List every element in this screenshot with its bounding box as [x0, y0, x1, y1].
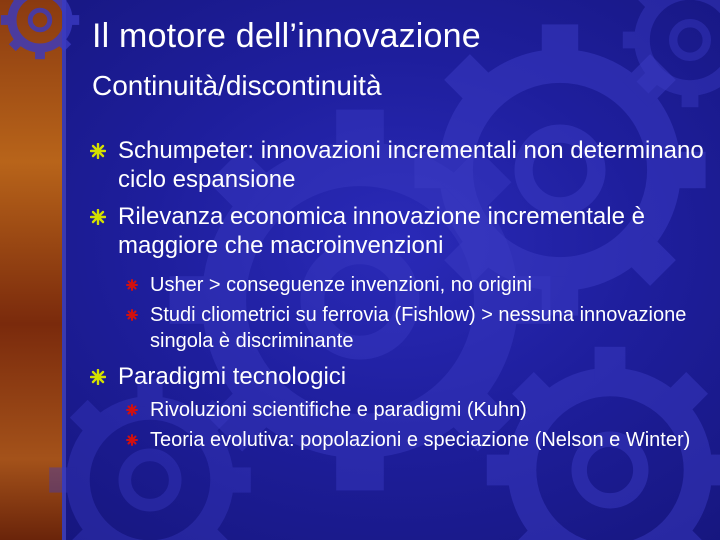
sub-bullet-studi-cliometrici: Studi cliometrici su ferrovia (Fishlow) > nessuna innovazione singola è discriminante	[150, 304, 687, 352]
sub-bullet-usher: Usher > conseguenze invenzioni, no origini	[150, 274, 532, 296]
asterisk-bullet-icon	[126, 279, 138, 291]
sub-bullet-teoria-evolutiva: Teoria evolutiva: popolazioni e speciazione (Nelson e Winter)	[150, 429, 691, 451]
asterisk-bullet-icon	[90, 209, 106, 225]
slide-subtitle: Continuità/discontinuità	[92, 70, 382, 101]
asterisk-bullet-icon	[90, 143, 106, 159]
slide-title: Il motore dell’innovazione	[92, 17, 481, 55]
asterisk-bullet-icon	[126, 404, 138, 416]
bullet-schumpeter: Schumpeter: innovazioni incrementali non determinano ciclo espansione	[118, 137, 704, 193]
bullet-rilevanza-economica: Rilevanza economica innovazione incrementale è maggiore che macroinvenzioni	[118, 203, 645, 259]
sub-bullet-rivoluzioni-scientifiche: Rivoluzioni scientifiche e paradigmi (Kuhn)	[150, 399, 527, 421]
asterisk-bullet-icon	[126, 434, 138, 446]
asterisk-bullet-icon	[90, 369, 106, 385]
bullet-paradigmi-tecnologici: Paradigmi tecnologici	[118, 363, 347, 390]
asterisk-bullet-icon	[126, 309, 138, 321]
